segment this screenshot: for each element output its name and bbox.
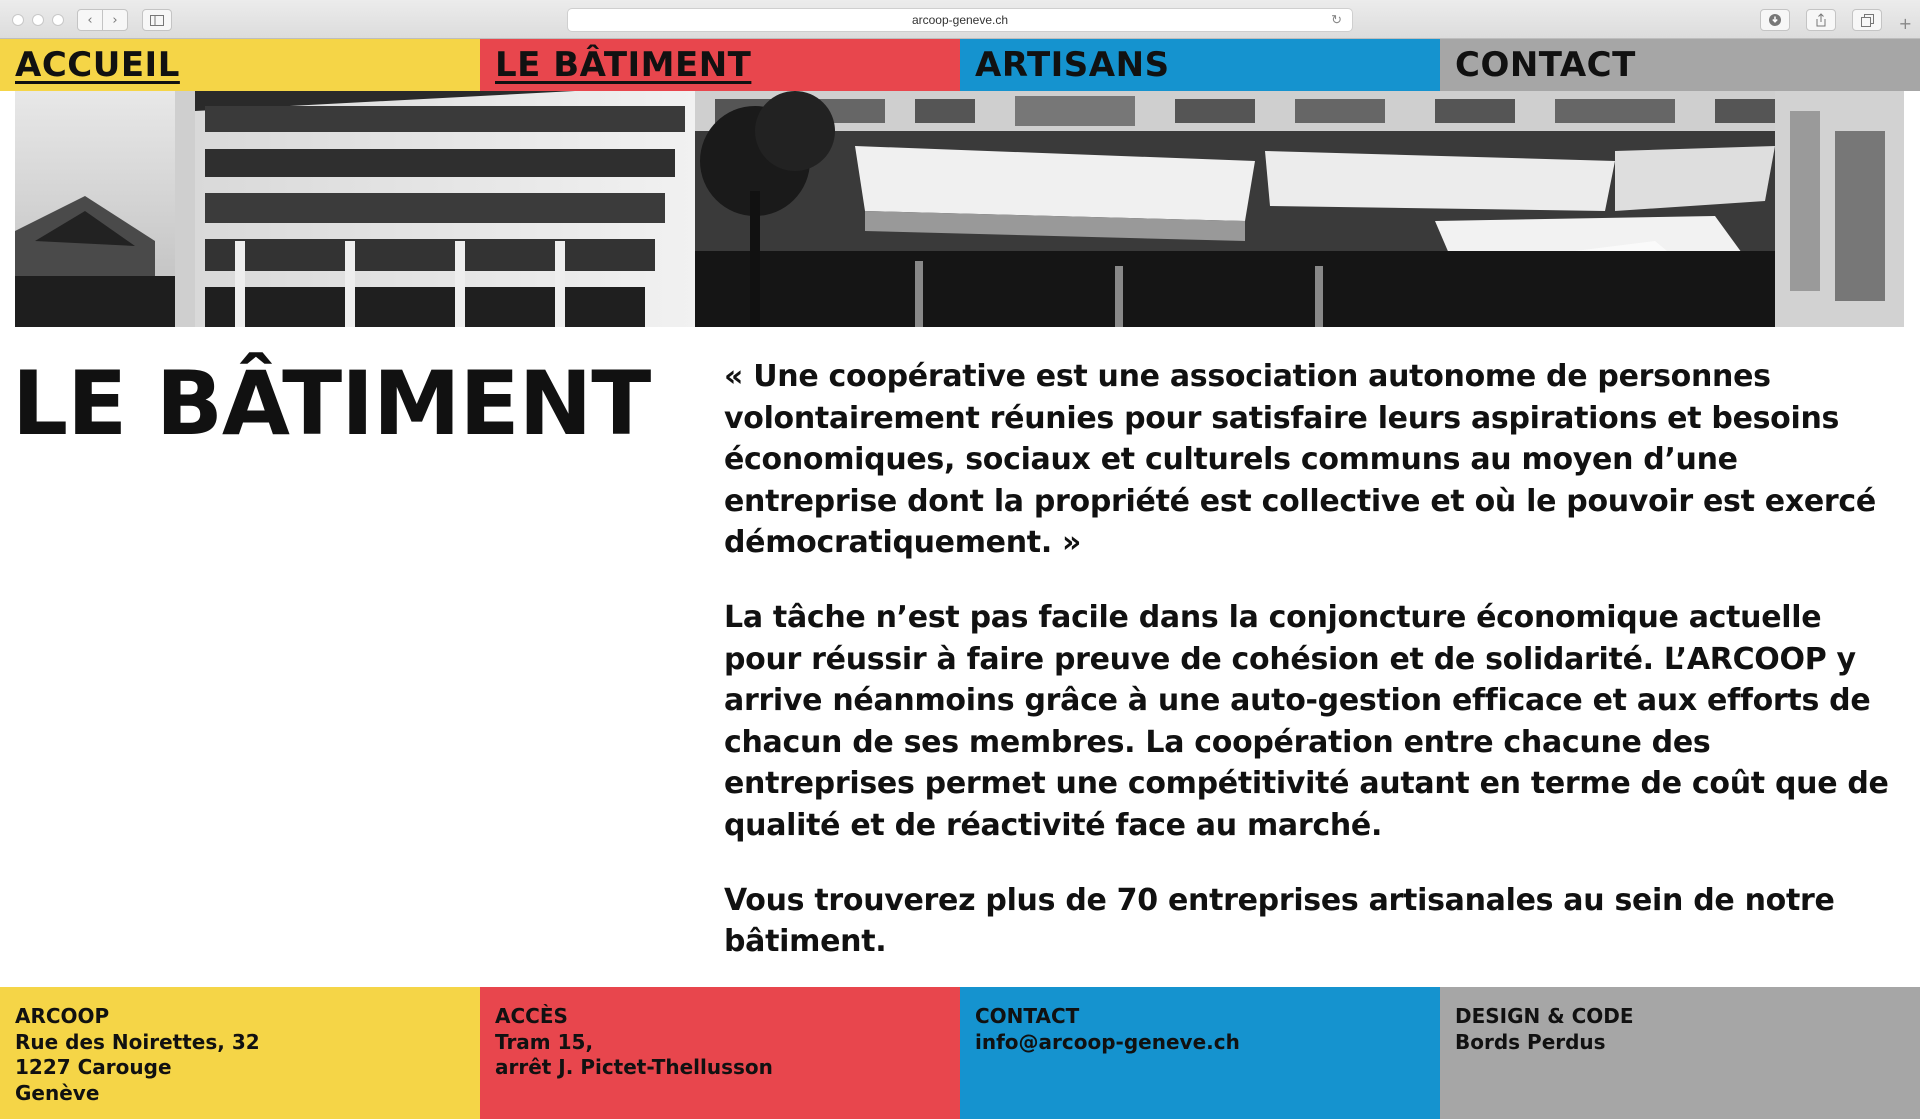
footer-access xyxy=(480,987,960,1119)
forward-icon[interactable]: › xyxy=(102,9,128,31)
footer-heading: ACCÈS xyxy=(495,1004,568,1028)
nav-item-accueil[interactable] xyxy=(0,39,480,91)
footer-credit-link[interactable]: Bords Perdus xyxy=(1455,1029,1606,1054)
new-tab-icon[interactable]: + xyxy=(1898,14,1912,33)
nav-item-contact[interactable] xyxy=(1440,39,1920,91)
close-window-icon[interactable] xyxy=(12,14,24,26)
site-footer xyxy=(0,987,1920,1119)
nav-label: LE BÂTIMENT xyxy=(495,45,752,85)
url-text: arcoop-geneve.ch xyxy=(911,13,1009,27)
nav-item-artisans[interactable] xyxy=(960,39,1440,91)
tabs-overview-icon[interactable] xyxy=(1852,9,1882,31)
back-icon[interactable]: ‹ xyxy=(77,9,103,31)
footer-credits xyxy=(1440,987,1920,1119)
share-icon[interactable] xyxy=(1806,9,1836,31)
page-title: LE BÂTIMENT xyxy=(12,352,651,455)
footer-city: Genève xyxy=(15,1080,100,1105)
footer-email-link[interactable]: info@arcoop-geneve.ch xyxy=(975,1029,1240,1054)
nav-label: CONTACT xyxy=(1455,45,1636,85)
zoom-window-icon[interactable] xyxy=(52,14,64,26)
sidebar-toggle-icon[interactable] xyxy=(142,9,172,31)
footer-postcode: 1227 Carouge xyxy=(15,1055,172,1079)
browser-toolbar xyxy=(0,0,1920,39)
hero-building-photo xyxy=(15,91,1904,327)
quote-paragraph: « Une coopérative est une association autonome de personnes volontairement réunies pour satisfaire leurs aspirations et besoins économiques, sociaux et culturels communs au moyen d’une entreprise dont la propriété est collective et où le pouvoir est exercé démocratiquement. » xyxy=(724,359,1876,561)
footer-address xyxy=(0,987,480,1119)
article-body xyxy=(724,356,1894,996)
body-paragraph: Vous trouverez plus de 70 entreprises artisanales au sein de notre bâtiment. xyxy=(724,882,1835,960)
main-navigation xyxy=(0,39,1920,91)
footer-stop: arrêt J. Pictet-Thellusson xyxy=(495,1055,773,1079)
footer-street: Rue des Noirettes, 32 xyxy=(15,1029,260,1054)
download-icon[interactable] xyxy=(1760,9,1790,31)
minimize-window-icon[interactable] xyxy=(32,14,44,26)
footer-heading: ARCOOP xyxy=(15,1004,110,1028)
footer-contact xyxy=(960,987,1440,1119)
nav-item-le-batiment[interactable] xyxy=(480,39,960,91)
reload-icon[interactable]: ↻ xyxy=(1331,12,1342,27)
body-paragraph: La tâche n’est pas facile dans la conjoncture économique actuelle pour réussir à faire preuve de cohésion et de solidarité. L’ARCOOP y arrive néanmoins grâce à une auto-gestion efficace et aux efforts de chacun de ses membres. La coopération entre chacune des entreprises permet une compétitivité autant en terme de coût que de qualité et de réactivité face au marché. xyxy=(724,599,1889,843)
nav-label: ACCUEIL xyxy=(15,45,180,85)
nav-label: ARTISANS xyxy=(975,45,1170,85)
footer-tram: Tram 15, xyxy=(495,1029,594,1054)
footer-heading: CONTACT xyxy=(975,1004,1080,1028)
footer-heading: DESIGN & CODE xyxy=(1455,1004,1634,1028)
address-bar[interactable] xyxy=(567,8,1353,32)
